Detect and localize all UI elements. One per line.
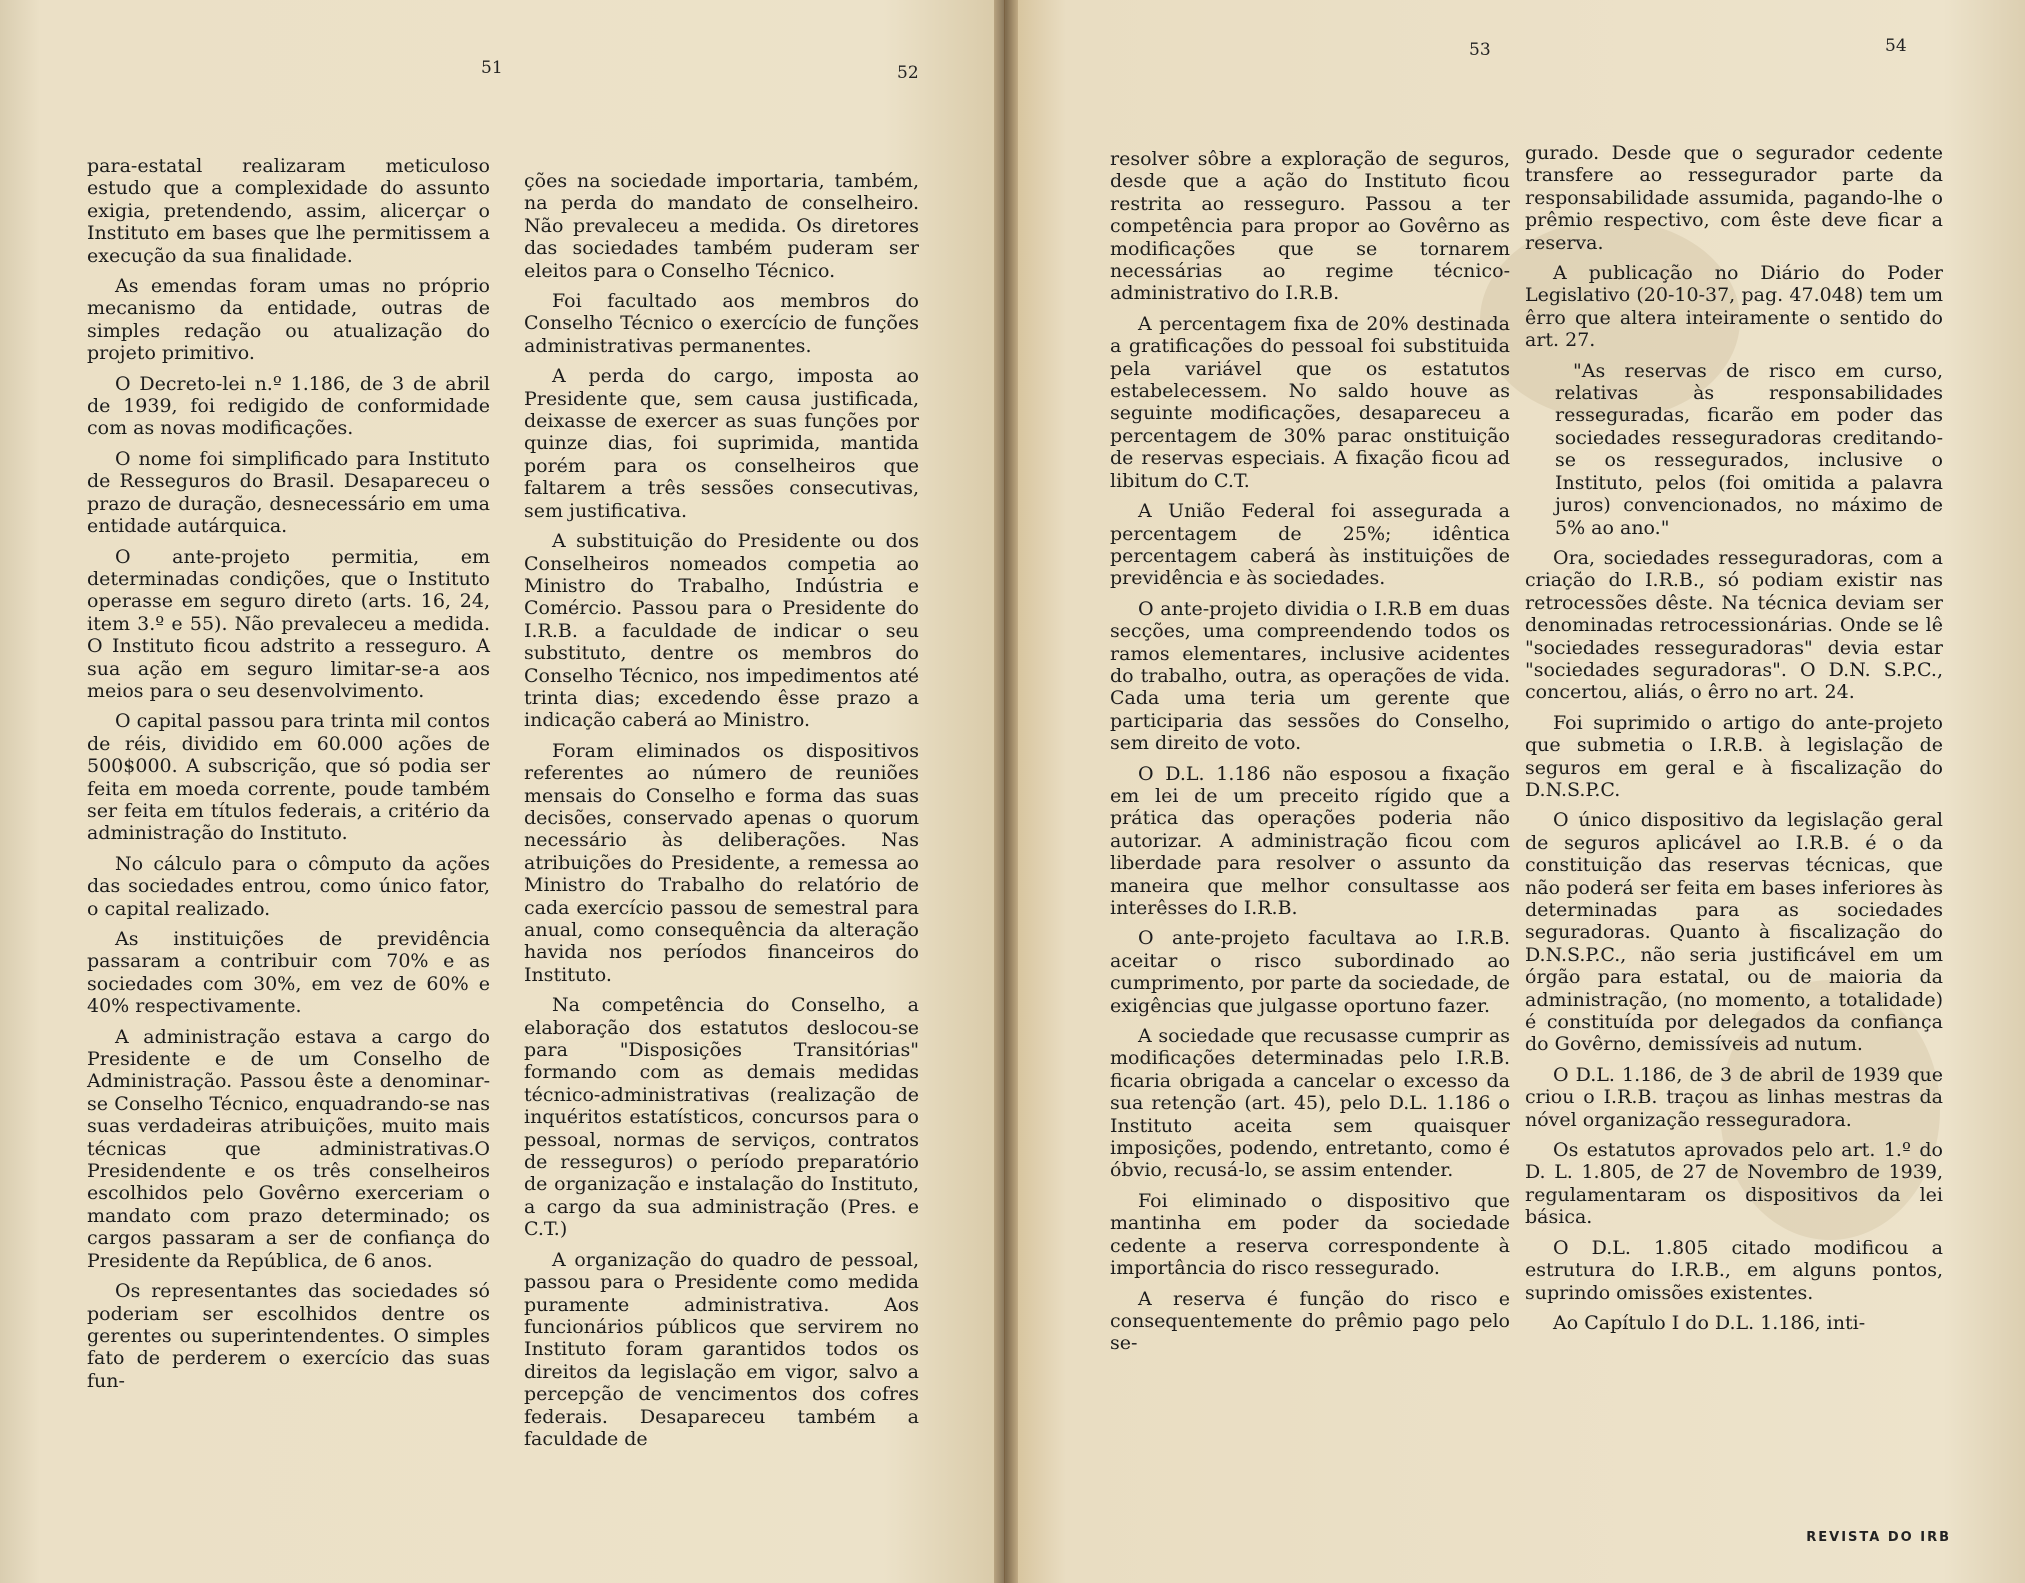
paragraph: As instituições de previdência passaram a contribuir com 70% e as sociedades com 30%, em vez de 60% e 40% respectivamente.	[87, 928, 490, 1018]
paragraph: A substituição do Presidente ou dos Conselheiros nomeados competia ao Ministro do Trabalho, Indústria e Comércio. Passou para o Presidente do I.R.B. a faculdade de indicar o seu substituto, dentre os membros do Conselho Técnico, nos impedimentos até trinta dias; excedendo êsse prazo a indicação caberá ao Ministro.	[524, 530, 919, 732]
paragraph: A administração estava a cargo do Presidente e de um Conselho de Administração. Passou êste a denominar-se Conselho Técnico, enquadrando-se nas suas verdadeiras atribuições, muito mais técnicas que administrativas.O Presidendente e os três conselheiros escolhidos pelo Govêrno exerceriam o mandato com prazo determinado; os cargos passaram a ser de confiança do Presidente da República, de 6 anos.	[87, 1025, 490, 1272]
paragraph: Os representantes das sociedades só poderiam ser escolhidos dentre os gerentes ou superintendentes. O simples fato de perderem o exercício das suas fun-	[87, 1280, 490, 1392]
paragraph: A percentagem fixa de 20% destinada a gratificações do pessoal foi substituida pela variável que os estatutos estabelecessem. No saldo houve as seguinte modificações, desapareceu a percentagem de 30% parac onstituição de reservas especiais. A fixação ficou ad libitum do C.T.	[1110, 312, 1510, 492]
paragraph: ções na sociedade importaria, também, na perda do mandato de conselheiro. Não prevaleceu a medida. Os diretores das sociedades também puderam ser eleitos para o Conselho Técnico.	[524, 170, 919, 282]
paragraph: Ao Capítulo I do D.L. 1.186, inti-	[1553, 1311, 1866, 1334]
paragraph: A reserva é função do risco e consequentemente do prêmio pago pelo se-	[1110, 1287, 1510, 1355]
paragraph: O D.L. 1.805 citado modificou a estrutura do I.R.B., em alguns pontos, suprindo omissões existentes.	[1525, 1236, 1943, 1304]
page-number-52: 52	[897, 63, 919, 83]
paragraph: A perda do cargo, imposta ao Presidente que, sem causa justificada, deixasse de exercer as suas funções por quinze dias, foi suprimida, mantida porém para os conselheiros que faltarem a três sessões consecutivas, sem justificativa.	[524, 365, 919, 522]
paragraph: Foi suprimido o artigo do ante-projeto que submetia o I.R.B. à legislação de seguros em geral e à fiscalização do D.N.S.P.C.	[1525, 711, 1943, 801]
paragraph: Foi eliminado o dispositivo que mantinha em poder da sociedade cedente a reserva correspondente à importância do risco ressegurado.	[1110, 1189, 1510, 1280]
paragraph: O Decreto-lei n.º 1.186, de 3 de abril de 1939, foi redigido de conformidade com as novas modificações.	[87, 372, 490, 440]
paragraph: Os estatutos aprovados pelo art. 1.º do D. L. 1.805, de 27 de Novembro de 1939, regulamentaram os dispositivos da lei básica.	[1525, 1139, 1943, 1229]
journal-footer: REVISTA DO IRB	[1806, 1530, 1951, 1545]
page-54-column	[1525, 142, 1943, 1342]
page-51-column	[87, 155, 490, 1400]
paragraph: A União Federal foi assegurada a percentagem de 25%; idêntica percentagem caberá às instituições de previdência e às sociedades.	[1110, 500, 1510, 590]
paragraph: O ante-projeto permitia, em determinadas condições, que o Instituto operasse em seguro direto (arts. 16, 24, item 3.º e 55). Não prevaleceu a medida. O Instituto ficou adstrito a resseguro. A sua ação em seguro limitar-se-a aos meios para o seu desenvolvimento.	[87, 545, 490, 702]
paragraph: Ora, sociedades resseguradoras, com a criação do I.R.B., só podiam existir nas retrocessões dêste. Na técnica deviam ser denominadas retrocessionárias. Onde se lê "sociedades resseguradoras" devia estar "sociedades seguradoras". O D.N. S.P.C., concertou, aliás, o êrro no art. 24.	[1525, 546, 1943, 704]
page-number-54: 54	[1885, 36, 1907, 56]
page-number-51: 51	[481, 58, 503, 78]
paragraph: Foi facultado aos membros do Conselho Técnico o exercício de funções administrativas permanentes.	[524, 290, 919, 357]
paragraph: Foram eliminados os dispositivos referentes ao número de reuniões mensais do Conselho e forma das suas decisões, conservado apenas o quorum necessário às deliberações. Nas atribuições do Presidente, a remessa ao Ministro do Trabalho do relatório de cada exercício passou de semestral para anual, como consequência da alteração havida nos períodos financeiros do Instituto.	[524, 739, 919, 986]
paragraph: A organização do quadro de pessoal, passou para o Presidente como medida puramente administrativa. Aos funcionários públicos que servirem no Instituto foram garantidos todos os direitos da legislação em vigor, salvo a percepção de vencimentos dos cofres federais. Desapareceu também a faculdade de	[524, 1248, 919, 1450]
paragraph: O nome foi simplificado para Instituto de Resseguros do Brasil. Desapareceu o prazo de duração, desnecessário em uma entidade autárquica.	[87, 447, 490, 538]
quoted-paragraph: "As reservas de risco em curso, relativas às responsabilidades resseguradas, ficarão em poder das sociedades resseguradoras creditando-se os ressegurados, inclusive o Instituto, pelos (foi omitida a palavra juros) convencionados, no máximo de 5% ao ano."	[1555, 359, 1943, 539]
paragraph: O D.L. 1.186 não esposou a fixação em lei de um preceito rígido que a prática das operações poderia não autorizar. A administração ficou com liberdade para resolver o assunto da maneira que melhor consultasse aos interêsses do I.R.B.	[1110, 762, 1510, 919]
paragraph: Na competência do Conselho, a elaboração dos estatutos deslocou-se para "Disposições Transitórias" formando com as demais medidas técnico-administrativas (realização de inquéritos estatísticos, concursos para o pessoal, normas de serviços, contratos de resseguros) o período preparatório de organização e instalação do Instituto, a cargo da sua administração (Pres. e C.T.)	[524, 994, 919, 1241]
paragraph: resolver sôbre a exploração de seguros, desde que a ação do Instituto ficou restrita ao resseguro. Passou a ter competência para propor ao Govêrno as modificações que se tornarem necessárias ao regime técnico-administrativo do I.R.B.	[1110, 148, 1510, 305]
page-53-column	[1110, 148, 1510, 1363]
paragraph: O D.L. 1.186, de 3 de abril de 1939 que criou o I.R.B. traçou as linhas mestras da nóvel organização resseguradora.	[1525, 1063, 1943, 1131]
paragraph: O único dispositivo da legislação geral de seguros aplicável ao I.R.B. é o da constituição das reservas técnicas, que não poderá ser feita em bases inferiores às determinadas para as sociedades seguradoras. Quanto à fiscalização do D.N.S.P.C., não seria justificável em um órgão para estatal, ou de maioria da administração, (no momento, a totalidade) é constituída por delegados da confiança do Govêrno, demissíveis ad nutum.	[1525, 809, 1943, 1056]
paragraph: A publicação no Diário do Poder Legislativo (20-10-37, pag. 47.048) tem um êrro que altera inteiramente o sentido do art. 27.	[1525, 262, 1943, 352]
paragraph: O ante-projeto dividia o I.R.B em duas secções, uma compreendendo todos os ramos elementares, inclusive acidentes do trabalho, outra, as operações de vida. Cada uma teria um gerente que participaria das sessões do Conselho, sem direito de voto.	[1110, 597, 1510, 755]
paragraph: A sociedade que recusasse cumprir as modificações determinadas pelo I.R.B. ficaria obrigada a cancelar o excesso da sua retenção (art. 45), pelo D.L. 1.186 o Instituto aceita sem quaisquer imposições, podendo, entretanto, como é óbvio, recusá-lo, se assim entender.	[1110, 1025, 1510, 1182]
paragraph: gurado. Desde que o segurador cedente transfere ao ressegurador parte da responsabilidade assumida, pagando-lhe o prêmio respectivo, com êste deve ficar a reserva.	[1525, 142, 1943, 254]
paragraph: para-estatal realizaram meticuloso estudo que a complexidade do assunto exigia, pretendendo, assim, alicerçar o Instituto em bases que lhe permitissem a execução da sua finalidade.	[87, 155, 490, 267]
paragraph: As emendas foram umas no próprio mecanismo da entidade, outras de simples redação ou atualização do projeto primitivo.	[87, 275, 490, 365]
book-gutter	[994, 0, 1018, 1583]
paragraph: No cálculo para o cômputo da ações das sociedades entrou, como único fator, o capital realizado.	[87, 852, 490, 920]
paragraph: O ante-projeto facultava ao I.R.B. aceitar o risco subordinado ao cumprimento, por parte da sociedade, de exigências que julgasse oportuno fazer.	[1110, 927, 1510, 1017]
paragraph: O capital passou para trinta mil contos de réis, dividido em 60.000 ações de 500$000. A subscrição, que só podia ser feita em moeda corrente, poude também ser feita em títulos federais, a critério da administração do Instituto.	[87, 710, 490, 845]
page-number-53: 53	[1469, 40, 1491, 60]
page-52-column	[524, 170, 919, 1458]
